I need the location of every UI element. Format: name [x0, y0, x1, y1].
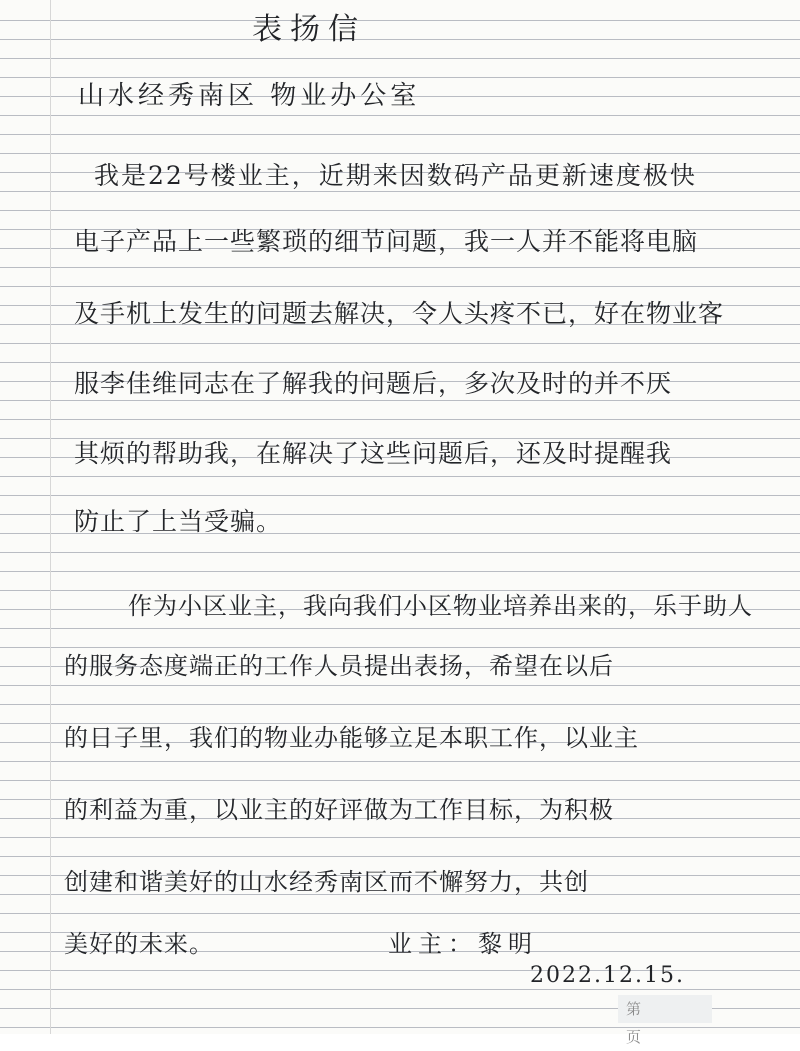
letter-date: 2022.12.15.: [530, 963, 685, 988]
letter-line: 的利益为重，以业主的好评做为工作目标，为积极: [64, 796, 614, 824]
letter-line: 创建和谐美好的山水经秀南区而不懈努力，共创: [64, 868, 589, 896]
page-number-label: 第 页: [618, 995, 712, 1023]
letter-line: 的日子里，我们的物业办能够立足本职工作，以业主: [64, 724, 639, 752]
signature: 业主：黎明: [388, 930, 538, 958]
letter-line: 防止了上当受骗。: [74, 507, 283, 536]
letter-line: 服李佳维同志在了解我的问题后，多次及时的并不厌: [74, 369, 673, 398]
letter-title: 表扬信: [252, 12, 366, 47]
letter-line: 美好的未来。: [64, 930, 214, 958]
letter-line: 的服务态度端正的工作人员提出表扬，希望在以后: [64, 652, 614, 680]
margin-rule: [50, 0, 51, 1034]
letter-line: 电子产品上一些繁琐的细节问题，我一人并不能将电脑: [74, 227, 699, 256]
letter-greeting: 山水经秀南区 物业办公室: [78, 81, 421, 111]
letter-line: 其烦的帮助我，在解决了这些问题后，还及时提醒我: [74, 439, 673, 468]
letter-line: 作为小区业主，我向我们小区物业培养出来的，乐于助人: [128, 592, 753, 620]
letter-line: 我是22号楼业主，近期来因数码产品更新速度极快: [94, 161, 697, 190]
letter-line: 及手机上发生的问题去解决，令人头疼不已，好在物业客: [74, 299, 725, 328]
